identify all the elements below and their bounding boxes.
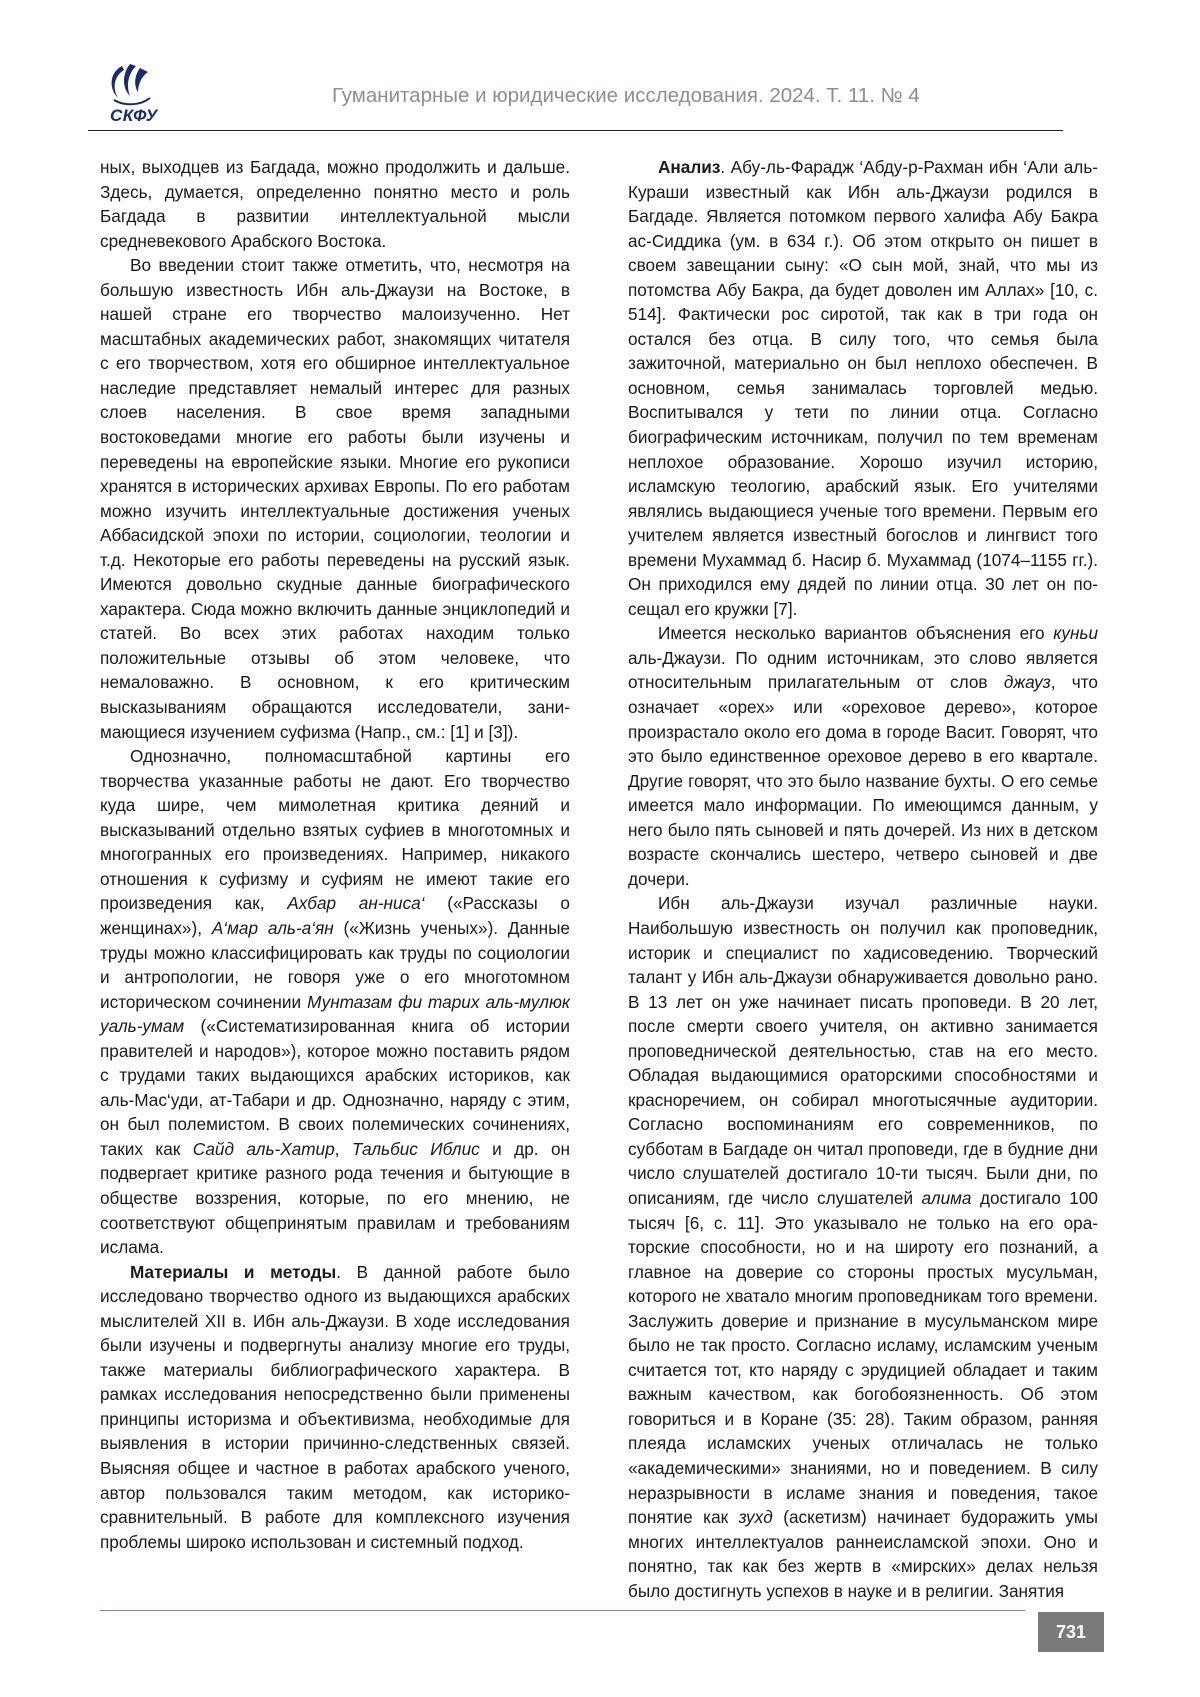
logo-emblem-icon xyxy=(100,62,170,112)
paragraph: ных, выходцев из Багдада, можно продолжить и дальше. Здесь, думается, определенно понятно ме­сто и роль Багдада в развитии интеллектуальной мысли средневекового Арабского Востока. xyxy=(100,155,570,253)
left-column xyxy=(100,155,570,1554)
page-header xyxy=(100,60,1060,130)
paragraph: Материалы и методы. В данной работе было исследовано творчество одного из выдающихся арабских мыслителей XII в. Ибн аль-Джаузи. В ходе исследования были изучены и подвергнуты анализу многие его труды, также материалы библиографи­ческого характера. В рамках исследования непо­средственно были применены принципы историзма и объективизма, необходимые для выявления в ис­тории причинно-следственных связей. Выясняя об­щее и частное в работах арабского ученого, автор пользовался таким методом, как историко-сравнительный. В работе для комплексного изуче­ния проблемы широко использован и системный подход. xyxy=(100,1260,570,1555)
journal-title: Гуманитарные и юридические исследования. 2024. Т. 11. № 4 xyxy=(332,84,920,108)
university-logo xyxy=(100,62,180,126)
logo-text: СКФУ xyxy=(110,106,158,126)
paragraph: Однозначно, полномасштабной картины его творчества указанные работы не дают. Его творче­ство куда шире, чем мимолетная критика деяний и высказываний отдельно взятых суфиев в многотом­ных и многогранных его произведениях. Например, никакого отношения к суфизму и суфиям не имеют такие его произведения как, Ахбар ан-ниса‘ («Рас­сказы о женщинах»), А‘мар аль-а‘ян («Жизнь уче­ных»). Данные труды можно классифицировать как труды по социологии и антропологии, не говоря уже о его многотомном историческом сочинении Мунта­зам фи тарих аль-мулюк уаль-умам («Системати­зированная книга об истории правителей и наро­дов»), которое можно поставить рядом с трудами таких выдающихся арабских историков, как аль-Мас‘уди, ат-Табари и др. Однозначно, наряду с этим, он был полемистом. В своих полемических сочине­ниях, таких как Сайд аль-Хатир, Тальбис Иблис и др. он подвергает критике разного рода течения и бытующие в обществе воззрения, которые, по его мнению, не соответствуют общепринятым правилам и требованиям ислама. xyxy=(100,744,570,1259)
footer-divider xyxy=(100,1610,1025,1611)
paragraph: Имеется несколько вариантов объяснения его куньи аль-Джаузи. По одним источникам, это слово является относительным прилагательным от слов джауз, что означает «орех» или «ореховое дерево», которое произрастало около его дома в городе Ва­сит. Говорят, что это было единственное ореховое дерево в его квартале. Другие говорят, что это было название бухты. О его семье имеется мало инфор­мации. По имеющимся данным, у него было пять сыновей и пять дочерей. Из них в детском возрасте скончались шестеро, четверо сыновей и две дочери. xyxy=(628,621,1098,891)
right-column xyxy=(628,155,1098,1603)
paragraph: Анализ. Абу-ль-Фарадж ‘Абду-р-Рахман ибн ‘Али аль-Кураши известный как Ибн аль-Джаузи ро­дился в Багдаде. Является потомком первого хали­фа Абу Бакра ас-Сиддика (ум. в 634 г.). Об этом от­крыто он пишет в своем завещании сыну: «О сын мой, знай, что мы из потомства Абу Бакра, да будет доволен им Аллах» [10, с. 514]. Фактически рос си­ротой, так как в три года он остался без отца. В силу того, что семья была зажиточной, материально он был неплохо обеспечен. В основном, семья занима­лась торговлей медью. Воспитывался у тети по ли­нии отца. Согласно биографическим источникам, получил по тем временам неплохое образование. Хорошо изучил историю, исламскую теологию, арабский язык. Его учителями являлись выдающие­ся ученые того времени. Первым его учителем яв­ляется известный богослов и лингвист того времени Мухаммад б. Насир б. Мухаммад (1074–1155 гг.). Он приходился ему дядей по линии отца. 30 лет он по­сещал его кружки [7]. xyxy=(628,155,1098,621)
paragraph: Ибн аль-Джаузи изучал различные науки. Наибольшую известность он получил как проповед­ник, историк и специалист по хадисоведению. Твор­ческий талант у Ибн аль-Джаузи обнаруживается довольно рано. В 13 лет он уже начинает писать проповеди. В 20 лет, после смерти своего учителя, он активно занимается проповеднической деятель­ностью, став на его место. Обладая выдающимися ораторскими способностями и красноречием, он со­бирал многотысячные аудитории. Согласно воспо­минаниям его современников, по субботам в Багда­де он читал проповеди, где в будние дни число слу­шателей достигало 10-ти тысяч. Были дни, по опи­саниям, где число слушателей алима достигало 100 тысяч [6, с. 11]. Это указывало не только на его ора­торские способности, но и на широту его познаний, а главное на доверие со стороны простых мусульман, которого не хватало многим проповедникам того времени. Заслужить доверие и признание в мусуль­манском мире было не так просто. Согласно исламу, исламским ученым считается тот, кто наряду с эру­дицией обладает и таким важным качеством, как богобоязненность. Об этом говориться и в Коране (35: 28). Таким образом, ранняя плеяда исламских ученых отличалась не только «академическими» знаниями, но и поведением. В силу неразрывности в исламе знания и поведения, такое понятие как зухд (аскетизм) начинает будоражить умы многих интел­лектуалов раннеисламской эпохи. Оно и понятно, так как без жертв в «мирских» делах нельзя было достигнуть успехов в науке и в религии. Занятия xyxy=(628,891,1098,1603)
page-number: 731 xyxy=(1038,1612,1104,1652)
header-divider xyxy=(88,130,1063,131)
paragraph: Во введении стоит также отметить, что, не­смотря на большую известность Ибн аль-Джаузи на Востоке, в нашей стране его творчество малоизу­ченно. Нет масштабных академических работ, зна­комящих читателя с его творчеством, хотя его об­ширное интеллектуальное наследие представляет немалый интерес для разных слоев населения. В свое время западными востоковедами многие его работы были изучены и переведены на европейские языки. Многие его рукописи хранятся в исторических архивах Европы. По его работам можно изучить ин­теллектуальные достижения ученых Аббасидской эпохи по истории, социологии, теологии и т.д. Неко­торые его работы переведены на русский язык. Имеются довольно скудные данные биографическо­го характера. Сюда можно включить данные энцик­лопедий и статей. Во всех этих работах находим только положительные отзывы об этом человеке, что немаловажно. В основном, к его критическим высказываниям обращаются исследователи, зани­мающиеся изучением суфизма (Напр., см.: [1] и [3]). xyxy=(100,253,570,744)
journal-page xyxy=(0,0,1200,1697)
